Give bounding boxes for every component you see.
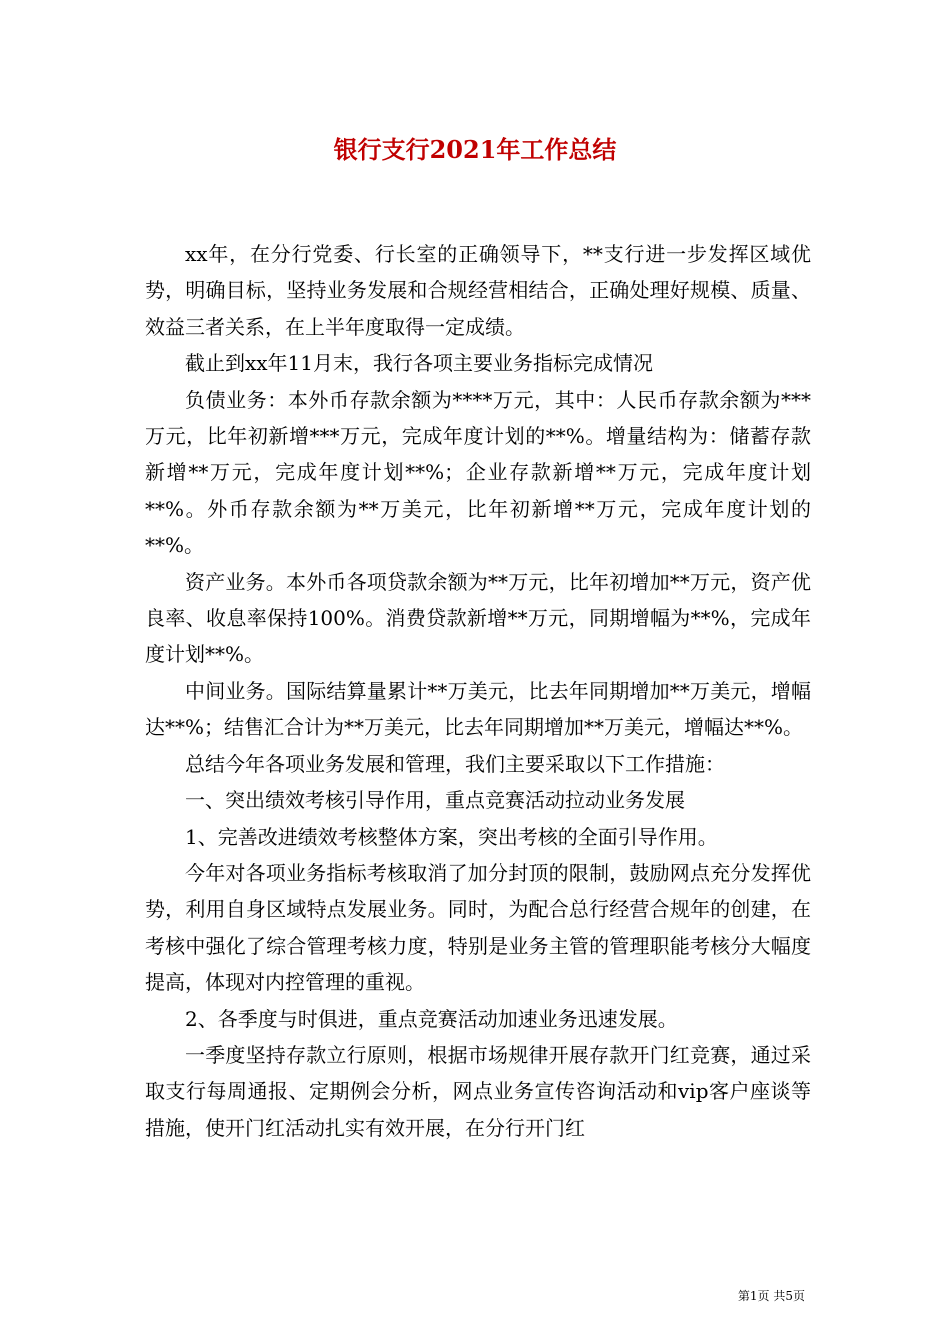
paragraph: 资产业务。本外币各项贷款余额为**万元，比年初增加**万元，资产优良率、收息率保持100%。消费贷款新增**万元，同期增幅为**%，完成年度计划**%。 [145,569,811,667]
paragraph: 负债业务：本外币存款余额为****万元，其中：人民币存款余额为***万元，比年初新增***万元，完成年度计划的**%。增量结构为：储蓄存款新增**万元，完成年度计划**%；企业存款新增**万元，完成年度计划**%。外币存款余额为**万美元，比年初新增**万元，完成年度计划的**%。 [145,387,811,558]
page-number-footer: 第1页 共5页 [737,1289,805,1303]
paragraph: 一季度坚持存款立行原则，根据市场规律开展存款开门红竞赛，通过采取支行每周通报、定期例会分析，网点业务宣传咨询活动和vip客户座谈等措施，使开门红活动扎实有效开展，在分行开门红 [145,1042,811,1140]
paragraph: 中间业务。国际结算量累计**万美元，比去年同期增加**万美元，增幅达**%；结售汇合计为**万美元，比去年同期增加**万美元，增幅达**%。 [145,678,811,740]
subsection-heading: 1、完善改进绩效考核整体方案，突出考核的全面引导作用。 [185,824,718,849]
paragraph: 今年对各项业务指标考核取消了加分封顶的限制，鼓励网点充分发挥优势，利用自身区域特点发展业务。同时，为配合总行经营合规年的创建，在考核中强化了综合管理考核力度，特别是业务主管的管理职能考核分大幅度提高，体现对内控管理的重视。 [145,860,811,995]
document-body [145,236,811,1146]
paragraph: 总结今年各项业务发展和管理，我们主要采取以下工作措施： [185,751,725,776]
section-heading: 一、突出绩效考核引导作用，重点竞赛活动拉动业务发展 [185,788,685,813]
paragraph: 截止到xx年11月末，我行各项主要业务指标完成情况 [185,351,654,376]
document-title: 银行支行2021年工作总结 [333,135,617,164]
subsection-heading: 2、各季度与时俱进，重点竞赛活动加速业务迅速发展。 [185,1006,678,1031]
paragraph: xx年，在分行党委、行长室的正确领导下，**支行进一步发挥区域优势，明确目标，坚持业务发展和合规经营相结合，正确处理好规模、质量、效益三者关系，在上半年度取得一定成绩。 [145,242,811,339]
